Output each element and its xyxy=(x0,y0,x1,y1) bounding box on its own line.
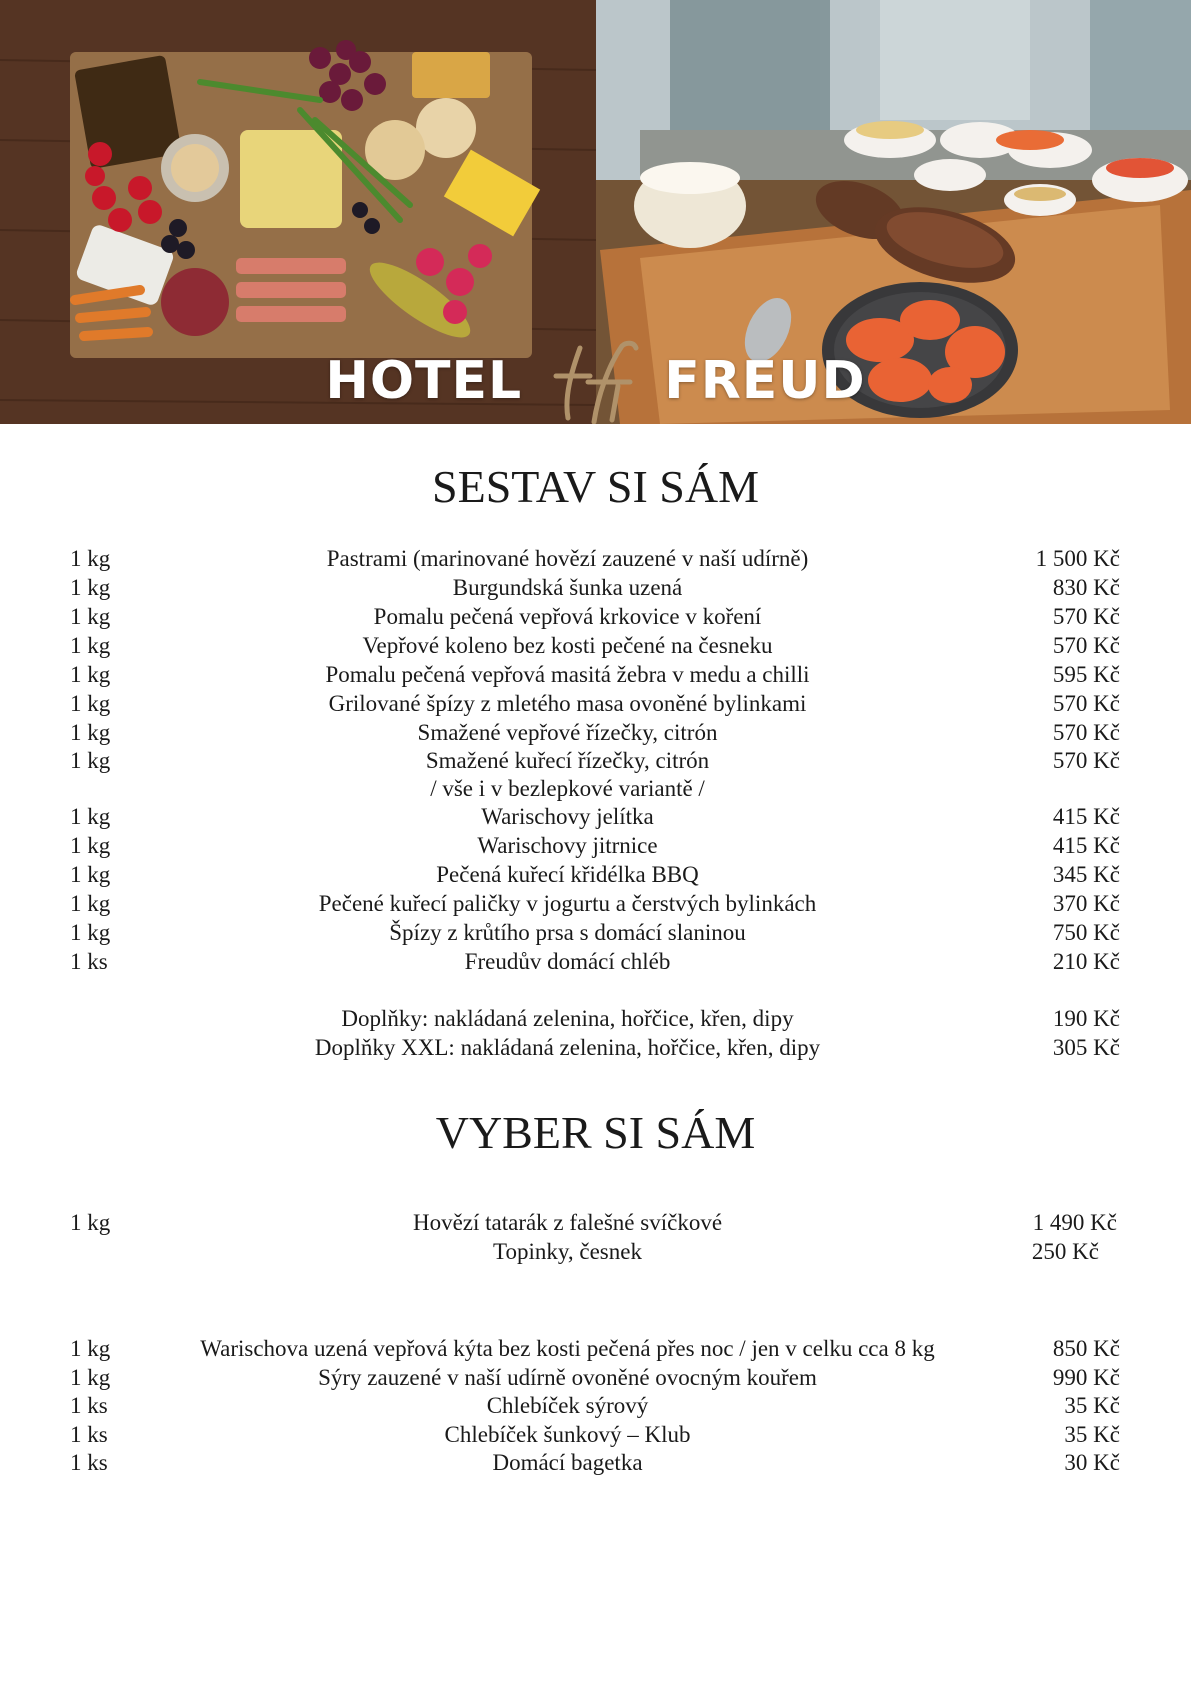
item-qty: 1 kg xyxy=(70,833,111,858)
header-banner xyxy=(0,0,1191,424)
item-qty: 1 kg xyxy=(70,546,111,571)
menu-row xyxy=(70,802,1120,831)
menu-row xyxy=(70,602,1120,631)
item-price: 570 Kč xyxy=(1052,748,1120,773)
item-qty: 1 kg xyxy=(70,575,111,600)
logo-word-left: HOTEL xyxy=(325,351,523,411)
item-qty: 1 kg xyxy=(70,1336,111,1361)
menu-row xyxy=(70,660,1120,689)
item-name: Chlebíček sýrový xyxy=(486,1393,649,1418)
gluten-free-note: / vše i v bezlepkové variantě / xyxy=(430,776,705,801)
item-price: 415 Kč xyxy=(1052,833,1120,858)
section-title-sestav: SESTAV SI SÁM xyxy=(432,461,759,512)
item-name: Hovězí tatarák z falešné svíčkové xyxy=(412,1210,723,1235)
item-price: 30 Kč xyxy=(1064,1450,1120,1475)
menu-row xyxy=(70,1208,1120,1237)
item-qty: 1 kg xyxy=(70,1210,111,1235)
menu-row xyxy=(70,1334,1120,1363)
item-qty: 1 kg xyxy=(70,662,111,687)
item-qty: 1 ks xyxy=(70,1450,108,1475)
item-price: 595 Kč xyxy=(1052,662,1120,687)
menu-row xyxy=(70,631,1120,660)
menu-row xyxy=(70,889,1120,918)
item-qty: 1 kg xyxy=(70,920,111,945)
item-price: 570 Kč xyxy=(1052,691,1120,716)
menu-row xyxy=(70,1391,1120,1420)
item-price: 210 Kč xyxy=(1052,949,1120,974)
item-price: 990 Kč xyxy=(1052,1365,1120,1390)
item-name: Pastrami (marinované hovězí zauzené v naší udírně) xyxy=(326,546,809,571)
item-name: Warischovy jitrnice xyxy=(477,833,658,858)
item-name: Sýry zauzené v naší udírně ovoněné ovocným kouřem xyxy=(318,1365,817,1390)
item-price: 370 Kč xyxy=(1052,891,1120,916)
item-name: Doplňky XXL: nakládaná zelenina, hořčice, křen, dipy xyxy=(314,1035,821,1060)
menu-row xyxy=(70,1420,1120,1449)
item-price: 305 Kč xyxy=(1052,1035,1120,1060)
item-price: 750 Kč xyxy=(1052,920,1120,945)
menu-row xyxy=(70,718,1120,747)
menu-row xyxy=(70,831,1120,860)
item-price: 415 Kč xyxy=(1052,804,1120,829)
hf-monogram-icon xyxy=(538,336,648,424)
item-name: Warischovy jelítka xyxy=(481,804,654,829)
item-name: Burgundská šunka uzená xyxy=(452,575,683,600)
item-name: Vepřové koleno bez kosti pečené na česneku xyxy=(362,633,773,658)
item-price: 1 490 Kč xyxy=(1032,1210,1117,1235)
logo-word-right: FREUD xyxy=(664,351,866,411)
item-name: Pomalu pečená vepřová masitá žebra v medu a chilli xyxy=(325,662,810,687)
hotel-logo xyxy=(0,336,1191,424)
item-name: Doplňky: nakládaná zelenina, hořčice, křen, dipy xyxy=(341,1006,794,1031)
item-price: 570 Kč xyxy=(1052,633,1120,658)
item-qty: 1 kg xyxy=(70,691,111,716)
section-title-vyber: VYBER SI SÁM xyxy=(435,1107,756,1158)
item-qty: 1 kg xyxy=(70,804,111,829)
menu-note-row xyxy=(70,774,1120,803)
item-qty: 1 ks xyxy=(70,949,108,974)
item-price: 830 Kč xyxy=(1052,575,1120,600)
item-price: 570 Kč xyxy=(1052,720,1120,745)
item-name: Chlebíček šunkový – Klub xyxy=(444,1422,691,1447)
item-name: Grilované špízy z mletého masa ovoněné bylinkami xyxy=(328,691,807,716)
item-price: 850 Kč xyxy=(1052,1336,1120,1361)
item-name: Domácí bagetka xyxy=(492,1450,643,1475)
item-name: Freudův domácí chléb xyxy=(464,949,671,974)
item-name: Pomalu pečená vepřová krkovice v koření xyxy=(373,604,762,629)
item-qty: 1 kg xyxy=(70,862,111,887)
item-name: Topinky, česnek xyxy=(493,1239,642,1264)
item-price: 190 Kč xyxy=(1052,1006,1120,1031)
item-price: 345 Kč xyxy=(1052,862,1120,887)
menu-row xyxy=(70,689,1120,718)
extras-row xyxy=(70,1033,1120,1062)
item-name: Pečené kuřecí paličky v jogurtu a čerstvých bylinkách xyxy=(318,891,817,916)
menu-row xyxy=(70,1448,1120,1477)
item-name: Špízy z krůtího prsa s domácí slaninou xyxy=(389,920,746,945)
item-qty: 1 kg xyxy=(70,604,111,629)
item-qty: 1 kg xyxy=(70,633,111,658)
item-name: Smažené vepřové řízečky, citrón xyxy=(417,720,718,745)
item-price: 250 Kč xyxy=(1031,1239,1099,1264)
menu-row xyxy=(70,918,1120,947)
item-price: 570 Kč xyxy=(1052,604,1120,629)
extras-row xyxy=(70,1004,1120,1033)
item-name: Smažené kuřecí řízečky, citrón xyxy=(425,748,710,773)
item-price: 35 Kč xyxy=(1064,1422,1120,1447)
menu-row xyxy=(70,947,1120,976)
menu-row xyxy=(70,573,1120,602)
item-qty: 1 kg xyxy=(70,720,111,745)
item-name: Warischova uzená vepřová kýta bez kosti pečená přes noc / jen v celku cca 8 kg xyxy=(200,1336,935,1361)
menu-row xyxy=(70,1237,1120,1266)
menu-row xyxy=(70,544,1120,573)
item-qty: 1 kg xyxy=(70,748,111,773)
menu-row xyxy=(70,1363,1120,1392)
item-qty: 1 ks xyxy=(70,1393,108,1418)
menu-row xyxy=(70,746,1120,775)
item-qty: 1 kg xyxy=(70,891,111,916)
item-qty: 1 kg xyxy=(70,1365,111,1390)
item-name: Pečená kuřecí křidélka BBQ xyxy=(436,862,699,887)
item-price: 1 500 Kč xyxy=(1035,546,1120,571)
item-qty: 1 ks xyxy=(70,1422,108,1447)
item-price: 35 Kč xyxy=(1064,1393,1120,1418)
menu-row xyxy=(70,860,1120,889)
